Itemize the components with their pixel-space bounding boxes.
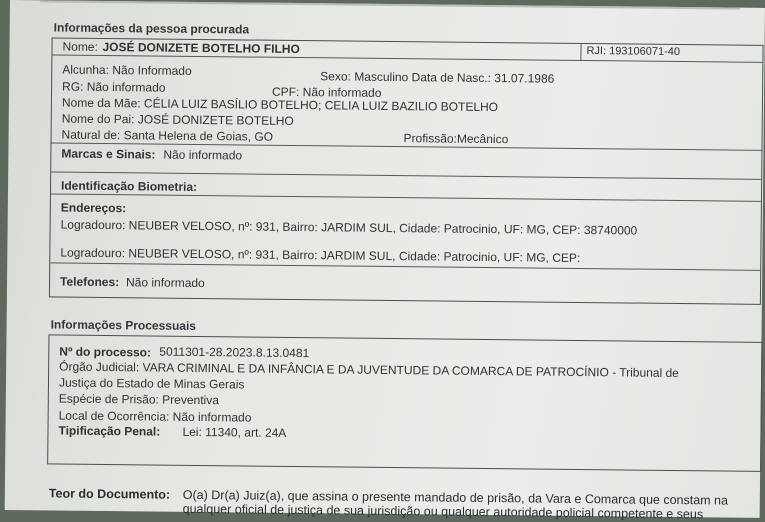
rji-value: RJI: 193106071-40 bbox=[586, 45, 681, 59]
rg: RG: Não informado bbox=[62, 79, 166, 95]
person-section-title: Informações da pessoa procurada bbox=[53, 20, 250, 37]
process-box bbox=[47, 334, 762, 471]
name-label: Nome: bbox=[62, 39, 98, 54]
telefones-divider bbox=[50, 262, 760, 270]
teor-line-2: qualquer oficial de justiça de sua jurisdição ou qualquer autoridade policial competente e seus bbox=[182, 501, 704, 522]
name-value: JOSÉ DONIZETE BOTELHO FILHO bbox=[102, 39, 300, 57]
alcunha: Alcunha: Não Informado bbox=[62, 62, 192, 78]
nome-pai: Nome do Pai: JOSÉ DONIZETE BOTELHO bbox=[61, 111, 294, 128]
sexo-nascimento: Sexo: Masculino Data de Nasc.: 31.07.1986 bbox=[320, 69, 555, 86]
top-divider bbox=[40, 0, 740, 9]
processo-value: 5011301-28.2023.8.13.0481 bbox=[159, 344, 310, 361]
orgao-line-1: Órgão Judicial: VARA CRIMINAL E DA INFÂNCIA E DA JUVENTUDE DA COMARCA DE PATROCÍNIO - Tribunal de bbox=[59, 359, 679, 381]
cpf: CPF: Não informado bbox=[271, 84, 382, 100]
teor-label: Teor do Documento: bbox=[48, 486, 171, 502]
especie-prisao: Espécie de Prisão: Preventiva bbox=[58, 391, 219, 408]
rji-divider bbox=[580, 44, 581, 60]
tipificacao-value: Lei: 11340, art. 24A bbox=[182, 424, 287, 440]
tipificacao-label: Tipificação Penal: bbox=[58, 423, 161, 439]
document-page bbox=[5, 0, 765, 522]
local-ocorrencia: Local de Ocorrência: Não informado bbox=[58, 408, 252, 425]
telefones-label: Telefones: bbox=[59, 274, 120, 290]
biometria-label: Identificação Biometria: bbox=[60, 178, 198, 194]
nome-mae: Nome da Mãe: CÉLIA LUIZ BASÍLIO BOTELHO; CELIA LUIZ BAZILIO BOTELHO bbox=[61, 95, 499, 115]
orgao-line-2: Justiça do Estado de Minas Gerais bbox=[58, 375, 245, 392]
enderecos-label: Endereços: bbox=[60, 200, 127, 216]
endereco-1: Logradouro: NEUBER VELOSO, nº: 931, Bairro: JARDIM SUL, Cidade: Patrocinio, UF: MG, CEP: 38740000 bbox=[60, 217, 638, 238]
processo-label: Nº do processo: bbox=[59, 344, 152, 360]
profissao: Profissão:Mecânico bbox=[403, 131, 509, 147]
marcas-label: Marcas e Sinais: bbox=[61, 146, 156, 162]
teor-line-1: O(a) Dr(a) Juiz(a), que assina o presente mandado de prisão, da Vara e Comarca que constam na bbox=[182, 487, 729, 508]
naturalidade: Natural de: Santa Helena de Goias, GO bbox=[61, 127, 274, 144]
person-box bbox=[49, 37, 764, 304]
endereco-2: Logradouro: NEUBER VELOSO, nº: 931, Bairro: JARDIM SUL, Cidade: Patrocinio, UF: MG, CEP: bbox=[60, 245, 581, 265]
enderecos-divider bbox=[51, 193, 761, 201]
telefones-value: Não informado bbox=[125, 275, 205, 291]
marcas-value: Não informado bbox=[163, 147, 243, 163]
process-section-title: Informações Processuais bbox=[50, 317, 197, 333]
